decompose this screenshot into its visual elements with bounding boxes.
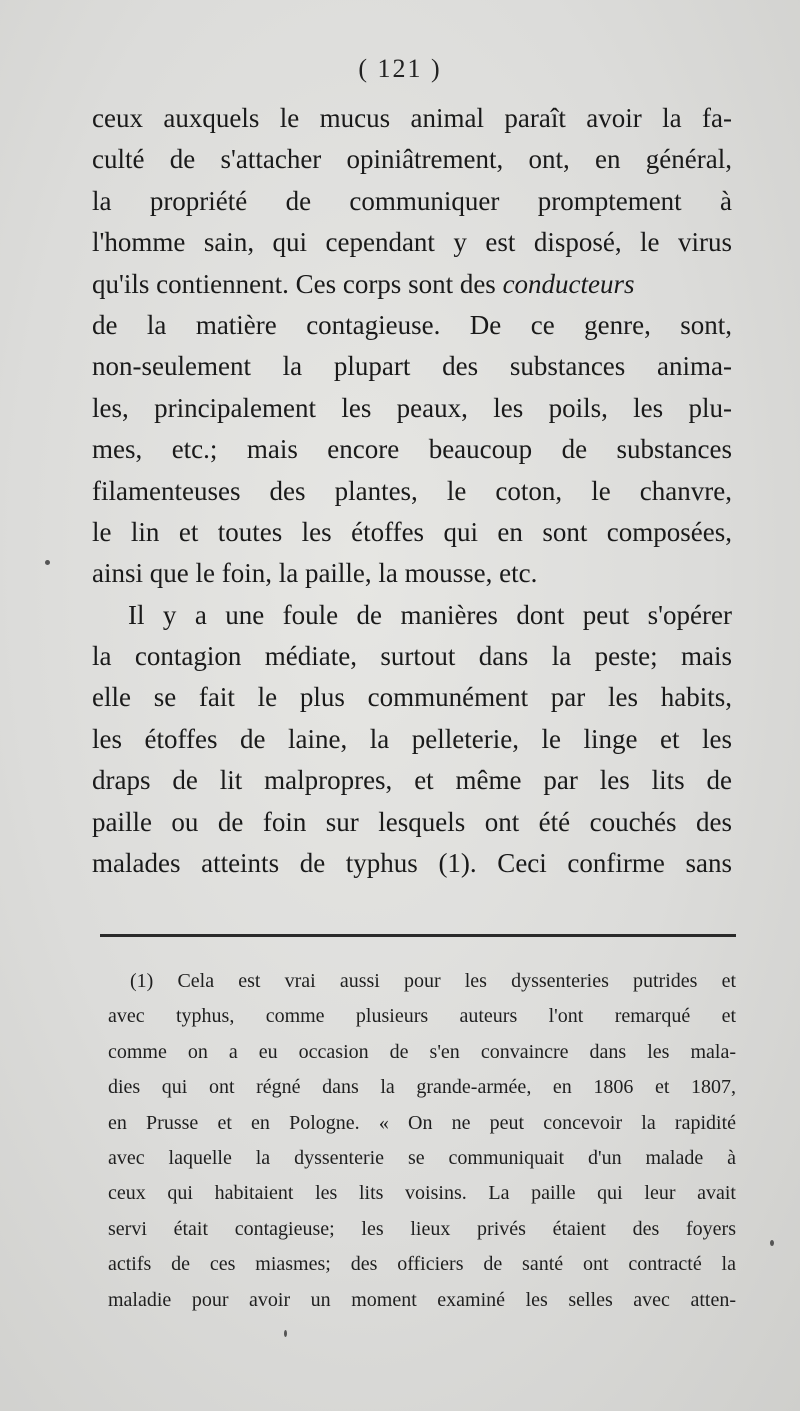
text-line: de la matière contagieuse. De ce genre, sont, (92, 309, 732, 340)
text-line: le lin et toutes les étoffes qui en sont composées, (92, 516, 732, 547)
footnote-line: ceux qui habitaient les lits voisins. La paille qui leur avait (108, 1182, 736, 1205)
text-line: culté de s'attacher opiniâtrement, ont, en général, (92, 144, 732, 175)
footnote-line: en Prusse et en Pologne. « On ne peut concevoir la rapidité (108, 1111, 736, 1134)
footnote-line: (1) Cela est vrai aussi pour les dyssenteries putrides et (130, 970, 736, 992)
text-line: ceux auxquels le mucus animal paraît avoir la fa- (92, 103, 732, 133)
text-line: non-seulement la plupart des substances anima- (92, 351, 732, 382)
text-line-part: qu'ils contiennent. Ces corps sont des (92, 268, 503, 299)
text-line: l'homme sain, qui cependant y est disposé, le virus (92, 227, 732, 258)
paper-speck (770, 1240, 774, 1246)
footnote-line: maladie pour avoir un moment examiné les selles avec atten- (108, 1288, 736, 1311)
footnote-line: servi était contagieuse; les lieux privés étaient des foyers (108, 1217, 736, 1240)
text-line: filamenteuses des plantes, le coton, le chanvre, (92, 475, 732, 506)
footnote-line: dies qui ont régné dans la grande-armée, en 1806 et 1807, (108, 1076, 736, 1099)
text-line: les, principalement les peaux, les poils, les plu- (92, 392, 732, 423)
text-line: malades atteints de typhus (1). Ceci confirme sans (92, 848, 732, 879)
text-line: draps de lit malpropres, et même par les lits de (92, 765, 732, 796)
paper-speck (284, 1330, 287, 1337)
text-line: elle se fait le plus communément par les habits, (92, 682, 732, 713)
text-line: ainsi que le foin, la paille, la mousse, etc. (92, 558, 538, 589)
page-number: ( 121 ) (358, 54, 442, 83)
footnote-line: actifs de ces miasmes; des officiers de santé ont contracté la (108, 1253, 736, 1276)
text-line (92, 264, 732, 305)
footnote-divider (100, 934, 736, 937)
text-line: les étoffes de laine, la pelleterie, le linge et les (92, 723, 732, 754)
text-line: la propriété de communiquer promptement à (92, 185, 732, 216)
text-line: Il y a une foule de manières dont peut s'opérer (128, 599, 732, 630)
text-line: mes, etc.; mais encore beaucoup de substances (92, 434, 732, 465)
footnote-block (108, 964, 736, 1318)
paper-speck (45, 560, 50, 565)
text-line: la contagion médiate, surtout dans la peste; mais (92, 641, 732, 672)
main-text-block (92, 98, 732, 884)
footnote-line: avec typhus, comme plusieurs auteurs l'ont remarqué et (108, 1005, 736, 1028)
footnote-line: avec laquelle la dyssenterie se communiquait d'un malade à (108, 1146, 736, 1169)
footnote-line: comme on a eu occasion de s'en convaincre dans les mala- (108, 1040, 736, 1063)
italic-word: conducteurs (502, 268, 635, 299)
text-line: paille ou de foin sur lesquels ont été couchés des (92, 806, 732, 837)
